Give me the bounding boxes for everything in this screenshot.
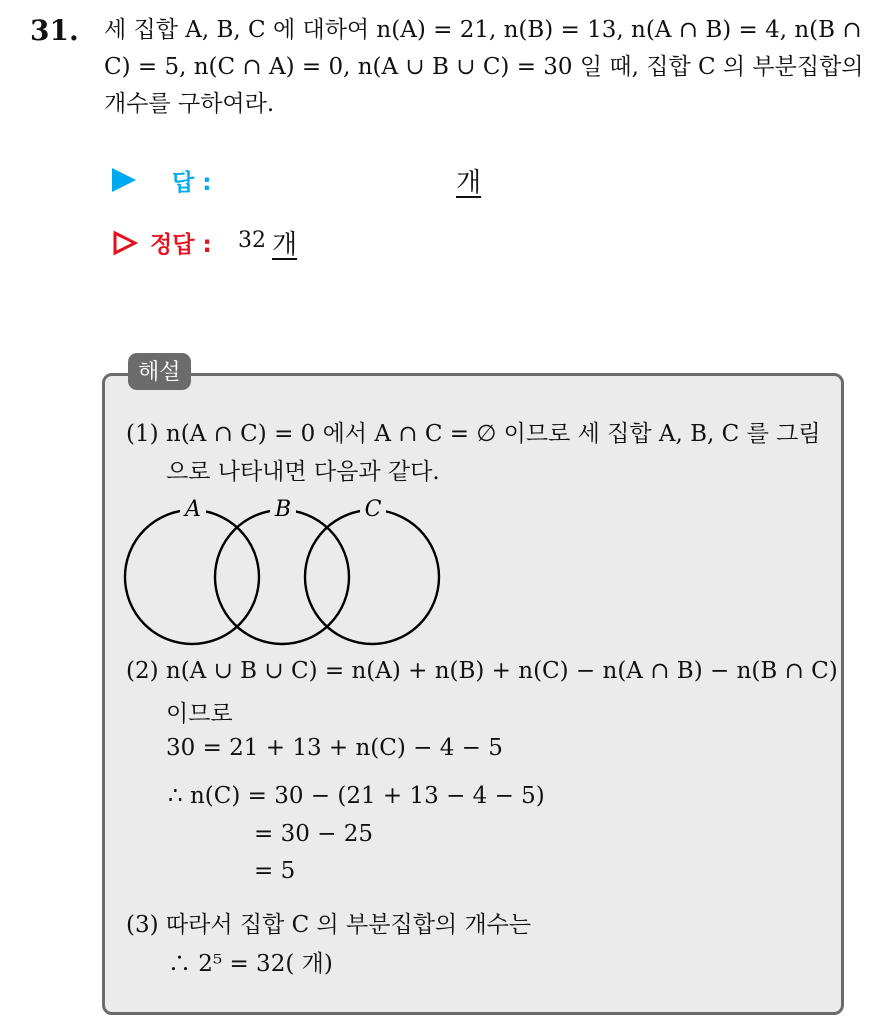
problem-line-1: 세 집합 A, B, C 에 대하여 n(A) = 21, n(B) = 13, n(A ∩ B) = 4, n(B ∩ <box>104 17 862 43</box>
answer-unit: 개 <box>456 168 482 198</box>
venn-circle-b <box>215 510 349 644</box>
solution-line-9: (3) 따라서 집합 C 의 부분집합의 개수는 <box>126 912 532 938</box>
solution-line-1: (1) n(A ∩ C) = 0 에서 A ∩ C = ∅ 이므로 세 집합 A, B, C 를 그림 <box>126 421 821 447</box>
outline-triangle-icon <box>112 230 138 256</box>
answer-row <box>110 162 610 202</box>
venn-label-a: A <box>185 497 201 522</box>
venn-circle-c <box>305 510 439 644</box>
solution-line-5: 30 = 21 + 13 + n(C) − 4 − 5 <box>166 735 503 761</box>
solution-tab: 해설 <box>128 353 191 390</box>
key-row <box>110 224 610 264</box>
venn-label-c: C <box>364 497 382 522</box>
solution-line-7: = 30 − 25 <box>254 821 374 847</box>
solution-line-2: 으로 나타내면 다음과 같다. <box>166 459 440 485</box>
venn-label-b: B <box>274 497 292 522</box>
venn-circle-a <box>125 510 259 644</box>
problem-stem <box>104 12 864 123</box>
key-label: 정답 : <box>150 232 212 258</box>
solution-line-3: (2) n(A ∪ B ∪ C) = n(A) + n(B) + n(C) − n(A ∩ B) − n(B ∩ C) <box>126 658 838 684</box>
key-value: 32 <box>238 228 266 253</box>
solution-line-10: ∴ 2⁵ = 32( 개) <box>168 951 333 977</box>
venn-diagram <box>120 492 450 652</box>
play-triangle-icon <box>112 168 136 192</box>
problem-number: 31. <box>30 14 79 47</box>
solution-line-8: = 5 <box>254 858 296 884</box>
problem-line-3: 개수를 구하여라. <box>104 91 275 117</box>
solution-line-4: 이므로 <box>166 701 233 727</box>
solution-line-6: ∴ n(C) = 30 − (21 + 13 − 4 − 5) <box>168 783 545 809</box>
problem-line-2: C) = 5, n(C ∩ A) = 0, n(A ∪ B ∪ C) = 30 일 때, 집합 C 의 부분집합의 <box>104 54 864 80</box>
answer-label: 답 : <box>172 170 212 196</box>
key-unit: 개 <box>272 230 298 260</box>
